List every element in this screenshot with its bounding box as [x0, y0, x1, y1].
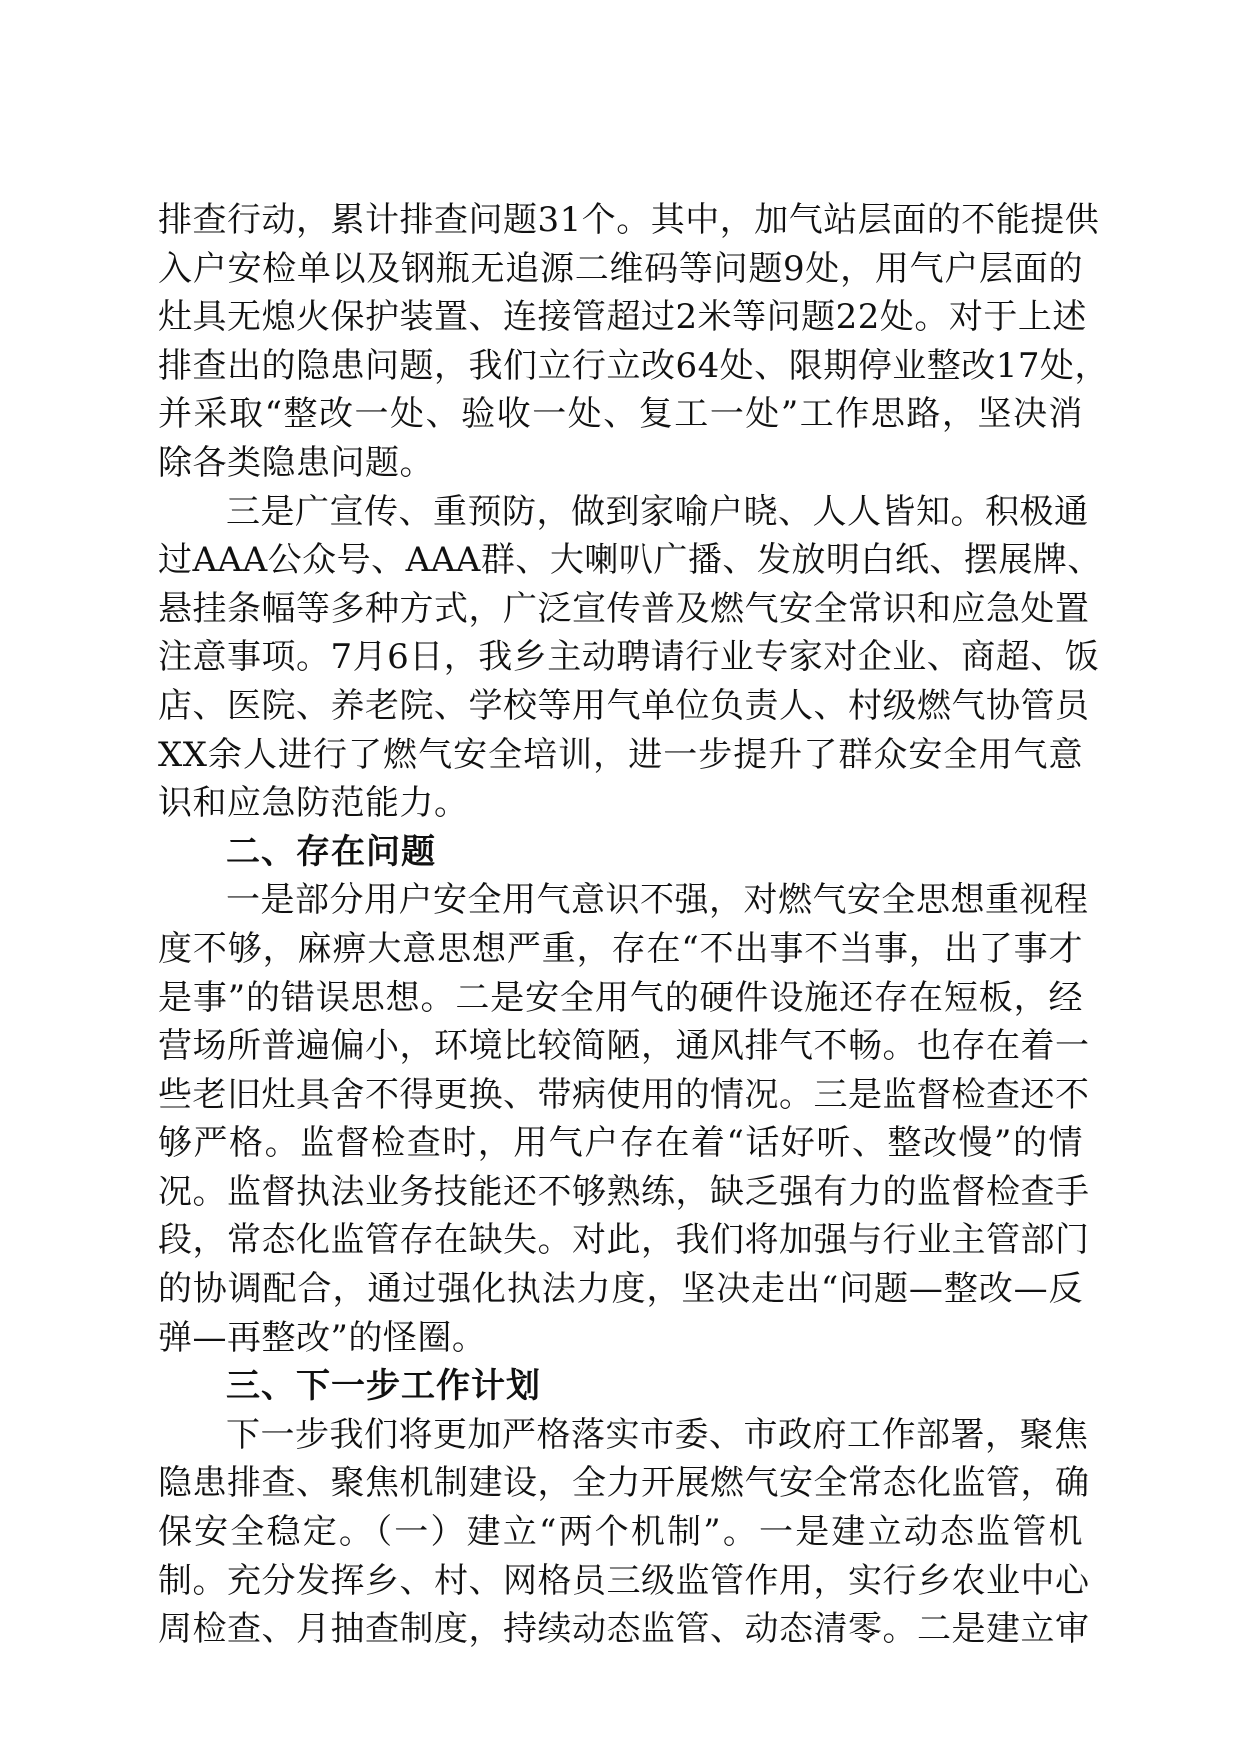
text-line: 识和应急防范能力。: [158, 783, 469, 824]
text-line: 营场所普遍偏小，环境比较简陋，通风排气不畅。也存在着一: [158, 1026, 1090, 1067]
document-page: [158, 196, 1110, 1654]
text-line: 些老旧灶具舍不得更换、带病使用的情况。三是监督检查还不: [158, 1074, 1090, 1115]
text-line: 注意事项。7月6日，我乡主动聘请行业专家对企业、商超、饭: [158, 637, 1100, 678]
text-line: 过AAA公众号、AAA群、大喇叭广播、发放明白纸、摆展牌、: [158, 540, 1102, 581]
text-line: 段，常态化监管存在缺失。对此，我们将加强与行业主管部门: [158, 1220, 1090, 1261]
text-line: 悬挂条幅等多种方式，广泛宣传普及燃气安全常识和应急处置: [158, 588, 1090, 629]
text-line: 隐患排查、聚焦机制建设，全力开展燃气安全常态化监管，确: [158, 1463, 1090, 1504]
text-line: 周检查、月抽查制度，持续动态监管、动态清零。二是建立审: [158, 1609, 1090, 1650]
section-heading: 二、存在问题: [226, 831, 436, 872]
text-line: 除各类隐患问题。: [158, 442, 434, 483]
text-line: 的协调配合，通过强化执法力度，坚决走出“问题—整改—反: [158, 1269, 1083, 1310]
text-line: 够严格。监督检查时，用气户存在着“话好听、整改慢”的情: [158, 1123, 1083, 1164]
text-line: 况。监督执法业务技能还不够熟练，缺乏强有力的监督检查手: [158, 1171, 1090, 1212]
text-line: 店、医院、养老院、学校等用气单位负责人、村级燃气协管员: [158, 685, 1090, 726]
paragraph-start-line: 下一步我们将更加严格落实市委、市政府工作部署，聚焦: [226, 1414, 1089, 1455]
paragraph-start-line: 一是部分用户安全用气意识不强，对燃气安全思想重视程: [226, 880, 1089, 921]
text-line: 是事”的错误思想。二是安全用气的硬件设施还存在短板，经: [158, 977, 1083, 1018]
text-line: XX余人进行了燃气安全培训，进一步提升了群众安全用气意: [158, 734, 1083, 775]
text-line: 度不够，麻痹大意思想严重，存在“不出事不当事，出了事才: [158, 928, 1083, 969]
text-line: 制。充分发挥乡、村、网格员三级监管作用，实行乡农业中心: [158, 1560, 1090, 1601]
text-line: 入户安检单以及钢瓶无追源二维码等问题9处，用气户层面的: [158, 248, 1083, 289]
section-heading: 三、下一步工作计划: [226, 1366, 541, 1407]
paragraph-start-line: 三是广宣传、重预防，做到家喻户晓、人人皆知。积极通: [226, 491, 1089, 532]
text-line: 弹—再整改”的怪圈。: [158, 1317, 487, 1358]
text-line: 排查行动，累计排查问题31个。其中，加气站层面的不能提供: [158, 200, 1100, 240]
text-line: 灶具无熄火保护装置、连接管超过2米等问题22处。对于上述: [158, 297, 1087, 338]
text-line: 排查出的隐患问题，我们立行立改64处、限期停业整改17处，: [158, 345, 1110, 386]
text-line: 并采取“整改一处、验收一处、复工一处”工作思路，坚决消: [158, 394, 1083, 435]
text-line: 保安全稳定。（一）建立“两个机制”。一是建立动态监管机: [158, 1512, 1083, 1553]
